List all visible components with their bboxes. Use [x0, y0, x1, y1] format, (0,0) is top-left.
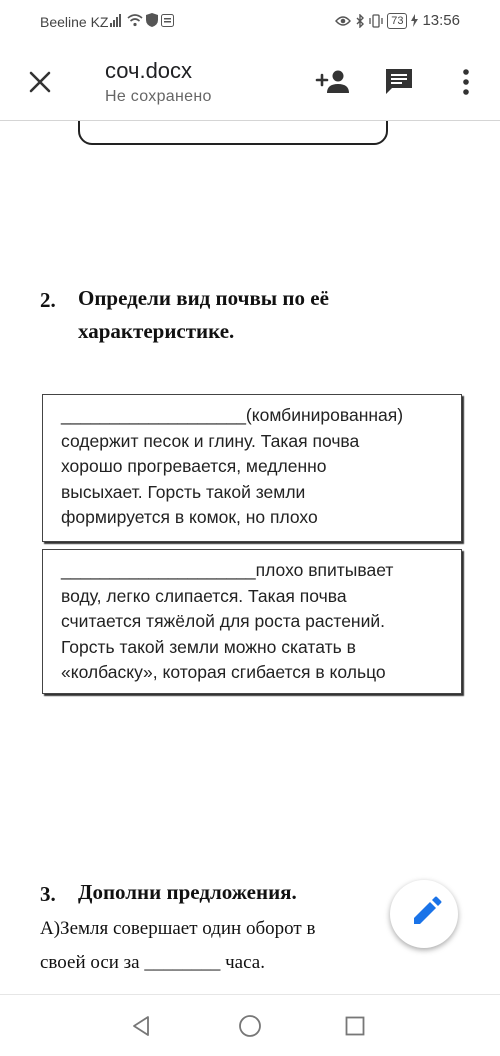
- notification-icon: [161, 14, 174, 27]
- add-person-icon: [315, 66, 351, 98]
- previous-answer-box: [78, 121, 388, 145]
- more-vert-icon: [452, 66, 480, 98]
- card-line: воду, легко слипается. Такая почва: [61, 585, 347, 606]
- document-title: соч.docx: [105, 58, 193, 83]
- card-line: хорошо прогревается, медленно: [61, 456, 327, 476]
- wifi-icon: [127, 13, 143, 27]
- vibrate-icon: [369, 14, 383, 28]
- status-icons: [110, 13, 174, 27]
- soil-card-2: [42, 549, 462, 694]
- edit-fab[interactable]: [390, 880, 458, 948]
- question-3-line: своей оси за ________ часа.: [40, 952, 265, 973]
- app-bar: [0, 44, 500, 121]
- charging-icon: [411, 14, 418, 27]
- question-2-number: 2.: [40, 288, 56, 312]
- card-line: «колбаску», которая сгибается в кольцо: [61, 662, 386, 682]
- comment-icon: [383, 66, 415, 98]
- more-options-button[interactable]: [452, 66, 480, 98]
- close-icon: [24, 66, 56, 98]
- save-status: Не сохранено: [105, 88, 212, 105]
- card-line: содержит песок и глину. Такая почва: [61, 430, 360, 451]
- card-line: высыхает. Горсть такой земли: [61, 481, 306, 502]
- shield-icon: [146, 13, 158, 27]
- card-line: ___________________(комбинированная): [61, 405, 404, 425]
- back-icon[interactable]: [130, 1015, 152, 1037]
- question-3-line: А)Земля совершает один оборот в: [40, 918, 316, 939]
- question-2-line: характеристике.: [78, 319, 235, 343]
- home-icon[interactable]: [238, 1014, 262, 1038]
- clock: 13:56: [422, 12, 460, 29]
- pencil-icon: [390, 880, 458, 948]
- bluetooth-icon: [355, 14, 365, 28]
- card-line: Горсть такой земли можно скатать в: [61, 636, 356, 657]
- battery-level: 73: [387, 13, 407, 29]
- question-2-line: Определи вид почвы по её: [78, 286, 329, 310]
- soil-card-1-text: [61, 403, 449, 531]
- status-right: [335, 12, 460, 29]
- question-3-number: 3.: [40, 882, 56, 906]
- carrier-name: Beeline KZ: [40, 14, 109, 30]
- soil-card-1: [42, 394, 462, 542]
- soil-card-2-text: [61, 558, 449, 686]
- status-bar: [0, 0, 500, 44]
- card-line: формируется в комок, но плохо: [61, 507, 318, 527]
- question-2-text: [78, 282, 329, 348]
- signal-icon: [110, 13, 124, 27]
- share-button[interactable]: [315, 66, 351, 98]
- recent-apps-icon[interactable]: [345, 1016, 365, 1036]
- comment-button[interactable]: [383, 66, 415, 98]
- eye-icon: [335, 15, 351, 27]
- card-line: считается тяжёлой для роста растений.: [61, 611, 385, 631]
- card-line: ____________________плохо впитывает: [61, 560, 394, 580]
- question-3-title: Дополни предложения.: [78, 880, 297, 904]
- close-button[interactable]: [24, 66, 56, 98]
- system-nav-bar: [0, 994, 500, 1056]
- document-viewport[interactable]: [0, 121, 500, 994]
